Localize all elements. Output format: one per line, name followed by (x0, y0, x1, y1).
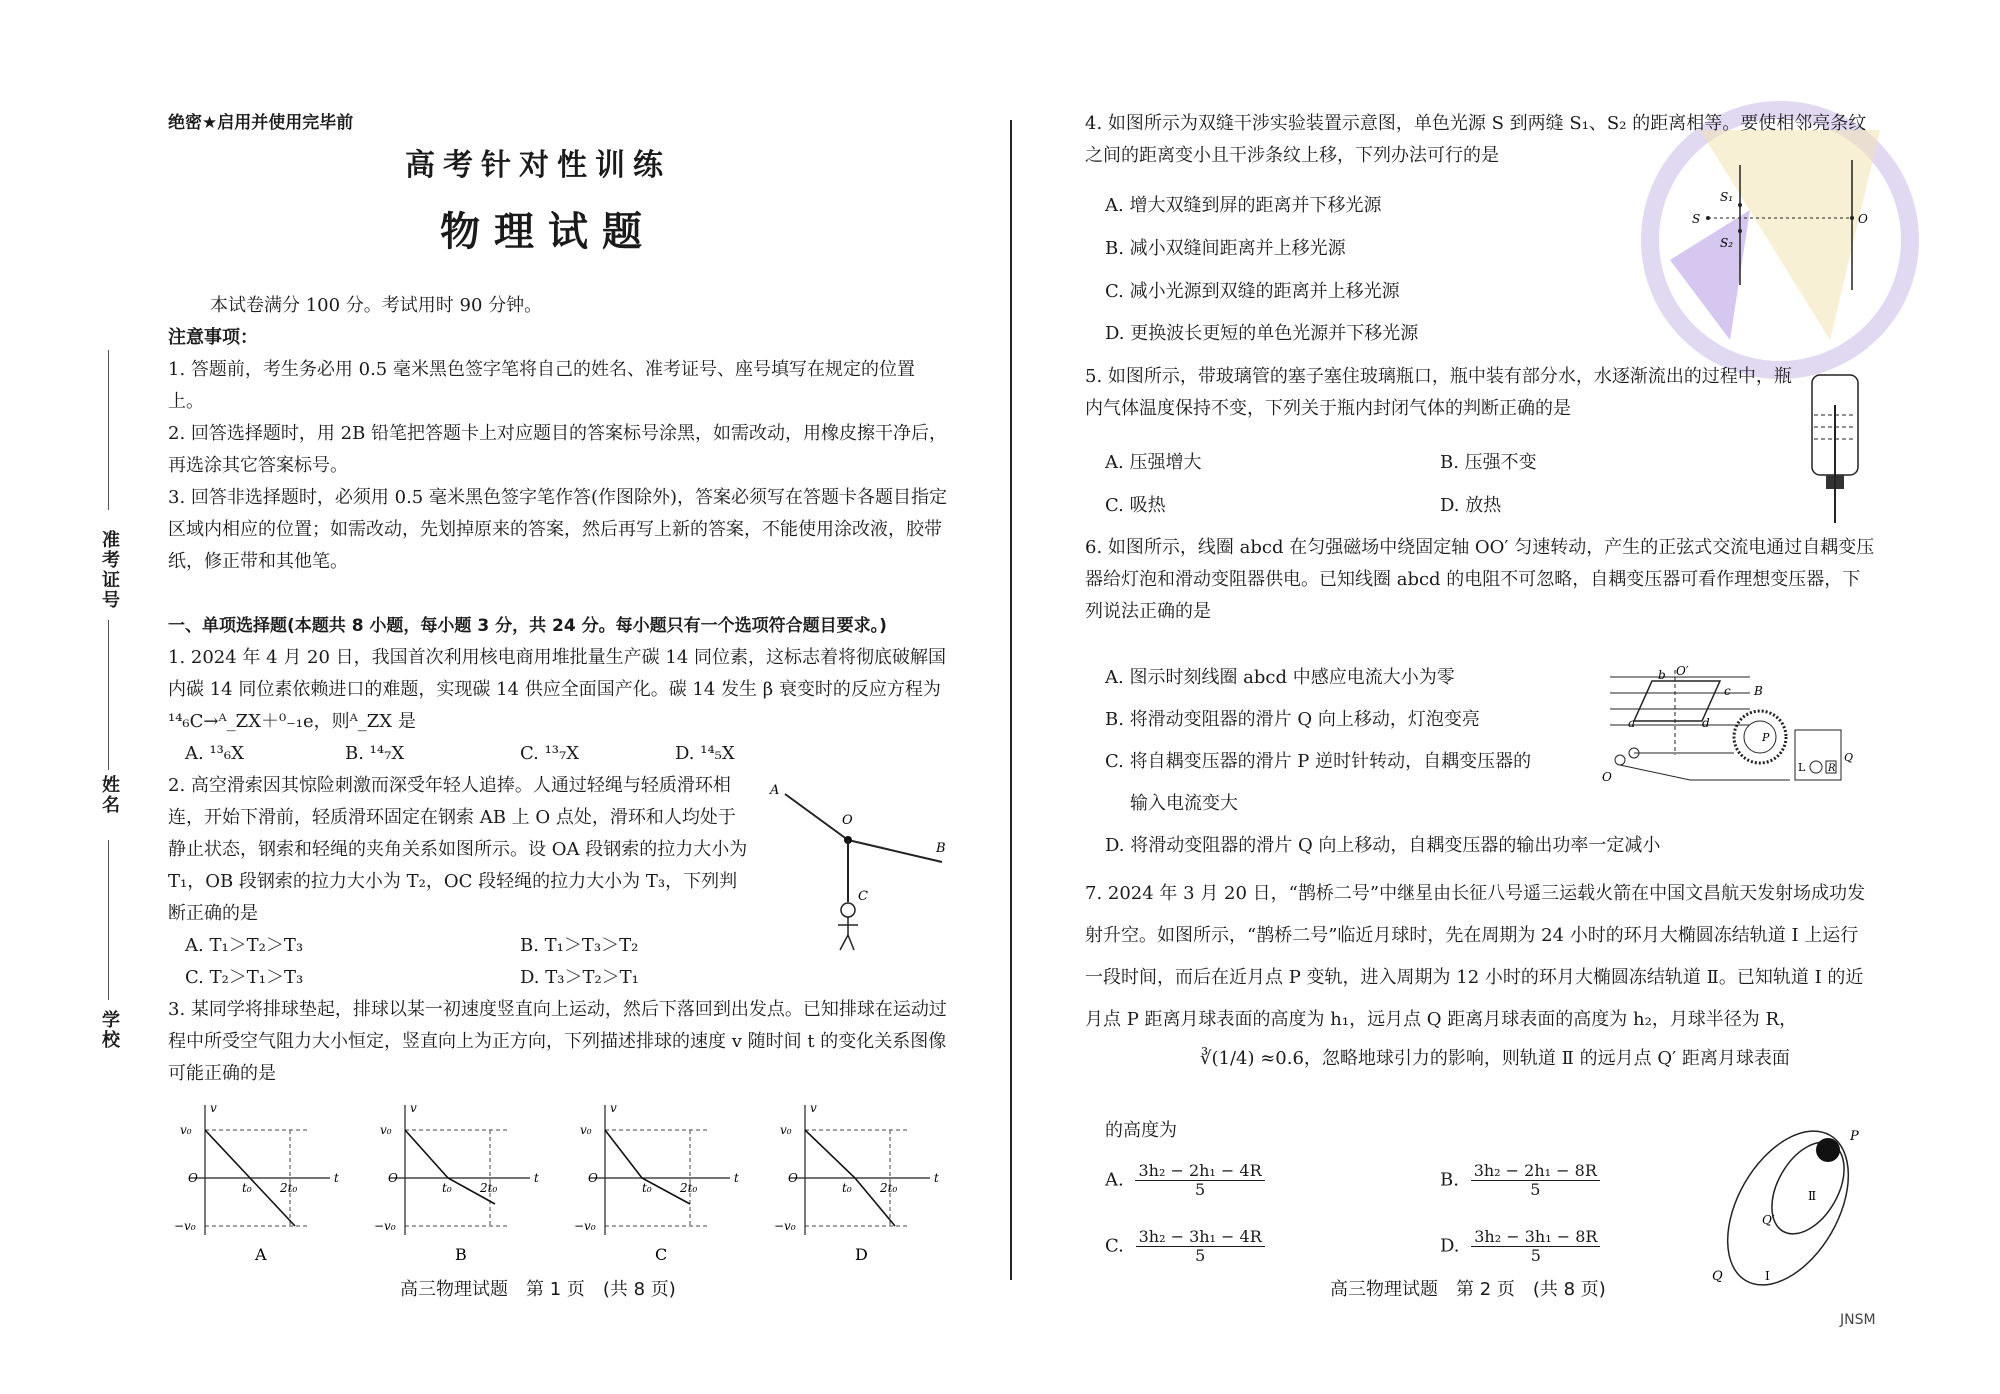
q3-graphs (174, 1100, 980, 1290)
q7-cube-root: ∛(1/4) (1200, 1048, 1255, 1069)
q3-axis-t0-c: t₀ (642, 1181, 652, 1195)
q2-label-o: O (842, 813, 853, 828)
subject-title: 物理试题 (440, 209, 656, 255)
q3-axis-t2-c: 2t₀ (680, 1181, 698, 1195)
q7-root-note: ≈0.6，忽略地球引力的影响，则轨道 Ⅱ 的远月点 Q′ 距离月球表面 (1260, 1048, 1790, 1069)
section-title: 一、单项选择题(本题共 8 小题，每小题 3 分，共 24 分。每小题只有一个选项符合题目要求。) (168, 616, 887, 636)
q7-label-q-prime: Q′ (1762, 1213, 1775, 1227)
q3-axis-t-b: t (534, 1171, 539, 1185)
q3-axis-origin-d: O (788, 1171, 798, 1185)
q7-stem-continued (1200, 1043, 1790, 1075)
q3-axis-v0-c: v₀ (580, 1123, 592, 1137)
q6-label-a: a (1628, 716, 1636, 730)
q7-label-orbit1: Ⅰ (1765, 1269, 1770, 1283)
q3-axis-v0-b: v₀ (380, 1123, 392, 1137)
q4-option-c: C. 减小光源到双缝的距离并上移光源 (1105, 281, 1400, 302)
q3-axis-neg-v0-b: −v₀ (374, 1219, 396, 1233)
name-label: 姓名 (99, 775, 120, 815)
q3-axis-t-d: t (934, 1171, 939, 1185)
q3-axis-t2-b: 2t₀ (480, 1181, 498, 1195)
q1-option-b: B. ¹⁴₇X (345, 743, 405, 764)
q3-axis-v-a: v (210, 1101, 217, 1115)
q3-stem: 3. 某同学将排球垫起，排球以某一初速度竖直向上运动，然后下落回到出发点。已知排球在运动过程中所受空气阻力大小恒定，竖直向上为正方向，下列描述排球的速度 v 随时间 t 的变化关系图像可能正确的是 (168, 999, 947, 1084)
q7-c-den: 5 (1195, 1246, 1206, 1265)
q4-double-slit-figure (1690, 155, 1870, 295)
q3-axis-origin-b: O (388, 1171, 398, 1185)
q3-graph-label-c: C (655, 1245, 668, 1264)
q7-label-q: Q (1712, 1269, 1723, 1284)
q6-label-q: Q (1844, 751, 1854, 764)
q3-axis-neg-v0-c: −v₀ (574, 1219, 596, 1233)
q7-option-c: C. $\frac{\text{3h₂ − 3h₁ − 4R}}{5}$ (1105, 1228, 1271, 1265)
q6-generator-figure (1590, 665, 1870, 795)
q2-option-d: D. T₃＞T₂＞T₁ (520, 967, 639, 988)
q2-option-a: A. T₁＞T₂＞T₃ (185, 935, 304, 956)
q7-option-d: D. $\frac{\text{3h₂ − 3h₁ − 8R}}{5}$ (1440, 1228, 1606, 1265)
q7-a-den: 5 (1194, 1180, 1206, 1199)
school-label: 学校 (99, 1010, 120, 1050)
q3-axis-t-c: t (734, 1171, 739, 1185)
q3-axis-neg-v0-a: −v₀ (174, 1219, 196, 1233)
q3-axis-t2-d: 2t₀ (880, 1181, 898, 1195)
q3-axis-t-a: t (334, 1171, 339, 1185)
footer-page-2: 高三物理试题 第 2 页 (共 8 页) (1330, 1279, 1606, 1300)
q3-axis-t2-a: 2t₀ (280, 1181, 298, 1195)
q3-graph-a (174, 1101, 339, 1264)
q1-option-c: C. ¹³₇X (520, 743, 580, 764)
q7-stem-end: 的高度为 (1105, 1120, 1177, 1141)
exam-title: 高考针对性训练 (405, 148, 671, 183)
q4-option-b: B. 减小双缝间距离并上移光源 (1105, 238, 1346, 259)
q7-d-den: 5 (1530, 1246, 1541, 1265)
q7-a-num: 3h₂ − 2h₁ − 4R (1135, 1162, 1264, 1181)
q5-stem: 5. 如图所示，带玻璃管的塞子塞住玻璃瓶口，瓶中装有部分水，水逐渐流出的过程中，瓶内气体温度保持不变，下列关于瓶内封闭气体的判断正确的是 (1085, 366, 1792, 419)
q7-c-num: 3h₂ − 3h₁ − 4R (1136, 1228, 1265, 1247)
q1-option-d: D. ¹⁴₅X (675, 743, 735, 764)
q2-label-b: B (936, 841, 946, 856)
q6-label-field-b: B (1754, 684, 1763, 698)
binding-line-1 (108, 350, 109, 510)
q7-b-den: 5 (1530, 1180, 1541, 1199)
corner-mark: JNSM (1840, 1312, 1876, 1328)
binding-line-2 (108, 620, 109, 770)
q1-option-a: A. ¹³₆X (185, 743, 244, 764)
note-2: 2. 回答选择题时，用 2B 铅笔把答题卡上对应题目的答案标号涂黑，如需改动，用橡皮擦干净后，再选涂其它答案标号。 (168, 423, 948, 476)
q6-option-b: B. 将滑动变阻器的滑片 Q 向上移动，灯泡变亮 (1105, 709, 1480, 730)
q3-graph-label-b: B (455, 1245, 467, 1264)
q4-stem: 4. 如图所示为双缝干涉实验装置示意图，单色光源 S 到两缝 S₁、S₂ 的距离相等。要使相邻亮条纹之间的距离变小且干涉条纹上移，下列办法可行的是 (1085, 113, 1867, 166)
q3-graph-c (574, 1101, 739, 1264)
q4-label-o: O (1858, 212, 1868, 226)
q6-label-c: c (1724, 684, 1731, 698)
q2-option-c: C. T₂＞T₁＞T₃ (185, 967, 304, 988)
q6-label-l: L (1798, 761, 1806, 774)
q5-option-c: C. 吸热 (1105, 495, 1166, 516)
q2-label-c: C (858, 889, 868, 904)
intro-text: 本试卷满分 100 分。考试用时 90 分钟。 (210, 295, 543, 316)
q3-axis-v-b: v (410, 1101, 417, 1115)
q4-label-s2: S₂ (1720, 236, 1734, 250)
q7-label-orbit2: Ⅱ (1808, 1189, 1817, 1203)
q2-label-a: A (770, 783, 780, 798)
q4-option-d: D. 更换波长更短的单色光源并下移光源 (1105, 323, 1419, 344)
q5-option-d: D. 放热 (1440, 495, 1502, 516)
note-1: 1. 答题前，考生务必用 0.5 毫米黑色签字笔将自己的姓名、准考证号、座号填写在规定的位置上。 (168, 359, 915, 412)
q6-label-o: O (1602, 770, 1612, 784)
exam-id-label: 准考证号 (99, 530, 120, 610)
q5-option-a: A. 压强增大 (1105, 452, 1202, 473)
q7-option-a: A. $\frac{\text{3h₂ − 2h₁ − 4R}}{5}$ (1105, 1162, 1271, 1199)
q6-stem: 6. 如图所示，线圈 abcd 在匀强磁场中绕固定轴 OO′ 匀速转动，产生的正弦式交流电通过自耦变压器给灯泡和滑动变阻器供电。已知线圈 abcd 的电阻不可忽略，自耦变压器可看作理想变压器，下列说法正确的是 (1085, 537, 1875, 622)
q3-axis-origin-a: O (188, 1171, 198, 1185)
q3-axis-v-d: v (810, 1101, 817, 1115)
q3-axis-neg-v0-d: −v₀ (774, 1219, 796, 1233)
q4-label-s: S (1692, 212, 1701, 226)
q6-label-r: R (1828, 763, 1836, 774)
q7-stem: 7. 2024 年 3 月 20 日，“鹊桥二号”中继星由长征八号遥三运载火箭在中国文昌航天发射场成功发射升空。如图所示，“鹊桥二号”临近月球时，先在周期为 24 小时的环月大椭圆冻结轨道 Ⅰ 上运行一段时间，而后在近月点 P 变轨，进入周期为 12 小时的环月大椭圆冻结轨道 Ⅱ。已知轨道 Ⅰ 的近月点 P 距离月球表面的高度为 h₁，远月点 Q 距离月球表面的高度为 h₂，月球半径为 R， (1085, 883, 1866, 1030)
q3-axis-origin-c: O (588, 1171, 598, 1185)
q6-option-c-cont: 输入电流变大 (1130, 793, 1238, 814)
q1-stem: 1. 2024 年 4 月 20 日，我国首次利用核电商用堆批量生产碳 14 同位素，这标志着将彻底破解国内碳 14 同位素依赖进口的难题，实现碳 14 供应全面国产化。碳 14 发生 β 衰变时的反应方程为 ¹⁴₆C→ᴬ_ZX＋⁰₋₁e，则ᴬ_ZX 是 (168, 647, 947, 732)
q2-stem: 2. 高空滑索因其惊险刺激而深受年轻人追捧。人通过轻绳与轻质滑环相连，开始下滑前，轻质滑环固定在钢索 AB 上 O 点处，滑环和人均处于静止状态，钢索和轻绳的夹角关系如图所示。设 OA 段钢索的拉力大小为 T₁，OB 段钢索的拉力大小为 T₂，OC 段轻绳的拉力大小为 T₃，下列判断正确的是 (168, 775, 748, 924)
q3-axis-t0-d: t₀ (842, 1181, 852, 1195)
q3-axis-v0-a: v₀ (180, 1123, 192, 1137)
q3-axis-t0-b: t₀ (442, 1181, 452, 1195)
q6-option-a: A. 图示时刻线圈 abcd 中感应电流大小为零 (1105, 667, 1455, 688)
q4-option-a: A. 增大双缝到屏的距离并下移光源 (1105, 195, 1382, 216)
notes-heading: 注意事项： (168, 327, 258, 348)
page-divider (1010, 120, 1012, 1280)
q3-graph-label-a: A (255, 1245, 267, 1264)
q6-label-b: b (1658, 668, 1666, 682)
q3-graph-b (374, 1101, 539, 1264)
q7-b-num: 3h₂ − 2h₁ − 8R (1471, 1162, 1600, 1181)
q4-label-s1: S₁ (1720, 190, 1734, 204)
footer-page-1: 高三物理试题 第 1 页 (共 8 页) (400, 1279, 676, 1300)
q5-bottle-figure (1800, 365, 1870, 525)
q7-orbit-figure (1710, 1120, 1880, 1295)
note-3: 3. 回答非选择题时，必须用 0.5 毫米黑色签字笔作答(作图除外)，答案必须写在答题卡各题目指定区域内相应的位置；如需改动，先划掉原来的答案，然后再写上新的答案，不能使用涂改液，胶带纸，修正带和其他笔。 (168, 487, 948, 572)
q6-option-c: C. 将自耦变压器的滑片 P 逆时针转动，自耦变压器的 (1105, 751, 1532, 772)
q3-axis-t0-a: t₀ (242, 1181, 252, 1195)
q5-option-b: B. 压强不变 (1440, 452, 1537, 473)
q3-axis-v0-d: v₀ (780, 1123, 792, 1137)
q2-zipline-figure (760, 780, 960, 960)
q6-label-p: P (1762, 731, 1770, 744)
secret-mark: 绝密★启用并使用完毕前 (168, 113, 354, 133)
q6-label-o-prime: O′ (1676, 664, 1689, 678)
q6-option-d: D. 将滑动变阻器的滑片 Q 向上移动，自耦变压器的输出功率一定减小 (1105, 835, 1661, 856)
q2-option-b: B. T₁＞T₃＞T₂ (520, 935, 639, 956)
q3-axis-v-c: v (610, 1101, 617, 1115)
q7-option-b: B. $\frac{\text{3h₂ − 2h₁ − 8R}}{5}$ (1440, 1162, 1606, 1199)
q7-label-p: P (1850, 1129, 1859, 1144)
q3-graph-d (774, 1101, 939, 1264)
q3-graph-label-d: D (855, 1245, 868, 1264)
q7-d-num: 3h₂ − 3h₁ − 8R (1471, 1228, 1600, 1247)
q6-label-d: d (1702, 716, 1710, 730)
binding-line-3 (108, 840, 109, 1000)
